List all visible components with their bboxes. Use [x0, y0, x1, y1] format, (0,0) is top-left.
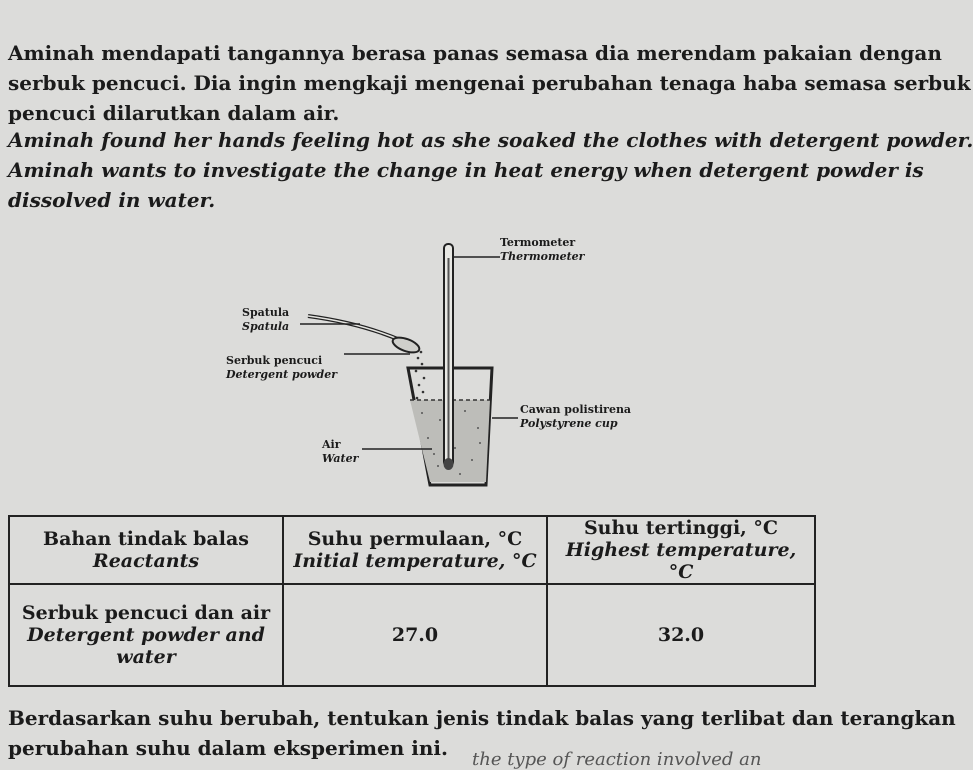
table-row: [9, 584, 815, 686]
intro-english: [8, 125, 973, 215]
cup-label-en: Polystyrene cup: [520, 417, 618, 430]
cell-reactants: [9, 584, 283, 686]
intro-english-line: Aminah found her hands feeling hot as she soaked the clothes with detergent powder.: [8, 128, 973, 152]
detergent-powder: [415, 351, 426, 400]
cell-initial-temp: 27.0: [283, 584, 547, 686]
cell-reactants-en-1: Detergent powder and: [27, 624, 265, 646]
question-malay-line: perubahan suhu dalam eksperimen ini.: [8, 736, 448, 760]
intro-malay-line: Aminah mendapati tangannya berasa panas semasa dia merendam pakaian dengan: [8, 41, 942, 65]
header-highest-temp: [547, 516, 815, 584]
question-english-fragment: the type of reaction involved an: [472, 749, 762, 770]
spatula: [308, 316, 421, 355]
detergent-label-ms: Serbuk pencuci: [226, 354, 323, 367]
intro-english-line: dissolved in water.: [8, 188, 216, 212]
spatula-label: [242, 306, 289, 334]
intro-malay-line: serbuk pencuci. Dia ingin mengkaji mengenai perubahan tenaga haba semasa serbuk: [8, 71, 971, 95]
table-header-row: [9, 516, 815, 584]
cell-reactants-en-2: water: [116, 646, 176, 668]
detergent-label-en: Detergent powder: [226, 368, 337, 381]
water-label: [322, 438, 358, 466]
header-highest-temp-ms: Suhu tertinggi, °C: [583, 517, 779, 539]
header-initial-temp-en: Initial temperature, °C: [293, 550, 537, 572]
spatula-label-en: Spatula: [242, 320, 290, 333]
intro-malay-line: pencuci dilarutkan dalam air.: [8, 101, 340, 125]
water-label-en: Water: [322, 452, 359, 465]
intro-english-line: Aminah wants to investigate the change in heat energy when detergent powder is: [8, 158, 924, 182]
detergent-label: [226, 354, 337, 382]
thermometer-label: [500, 236, 584, 264]
header-highest-temp-en: Highest temperature, °C: [565, 539, 797, 583]
header-reactants-ms: Bahan tindak balas: [43, 528, 249, 550]
cup-label-ms: Cawan polistirena: [520, 403, 632, 416]
cell-highest-temp: 32.0: [547, 584, 815, 686]
spatula-label-ms: Spatula: [242, 306, 290, 319]
thermometer-label-en: Thermometer: [500, 250, 585, 263]
thermometer-label-ms: Termometer: [500, 236, 576, 249]
results-table: [8, 515, 816, 687]
cell-reactants-ms: Serbuk pencuci dan air: [21, 602, 271, 624]
header-initial-temp: [283, 516, 547, 584]
intro-malay: [8, 38, 971, 128]
header-reactants-en: Reactants: [92, 550, 200, 572]
thermometer: [444, 244, 454, 470]
header-initial-temp-ms: Suhu permulaan, °C: [307, 528, 523, 550]
cup-label: [520, 403, 631, 431]
header-reactants: [9, 516, 283, 584]
water-label-ms: Air: [322, 438, 341, 451]
apparatus-diagram: [210, 228, 630, 490]
question-malay-line: Berdasarkan suhu berubah, tentukan jenis tindak balas yang terlibat dan terangkan: [8, 706, 956, 730]
